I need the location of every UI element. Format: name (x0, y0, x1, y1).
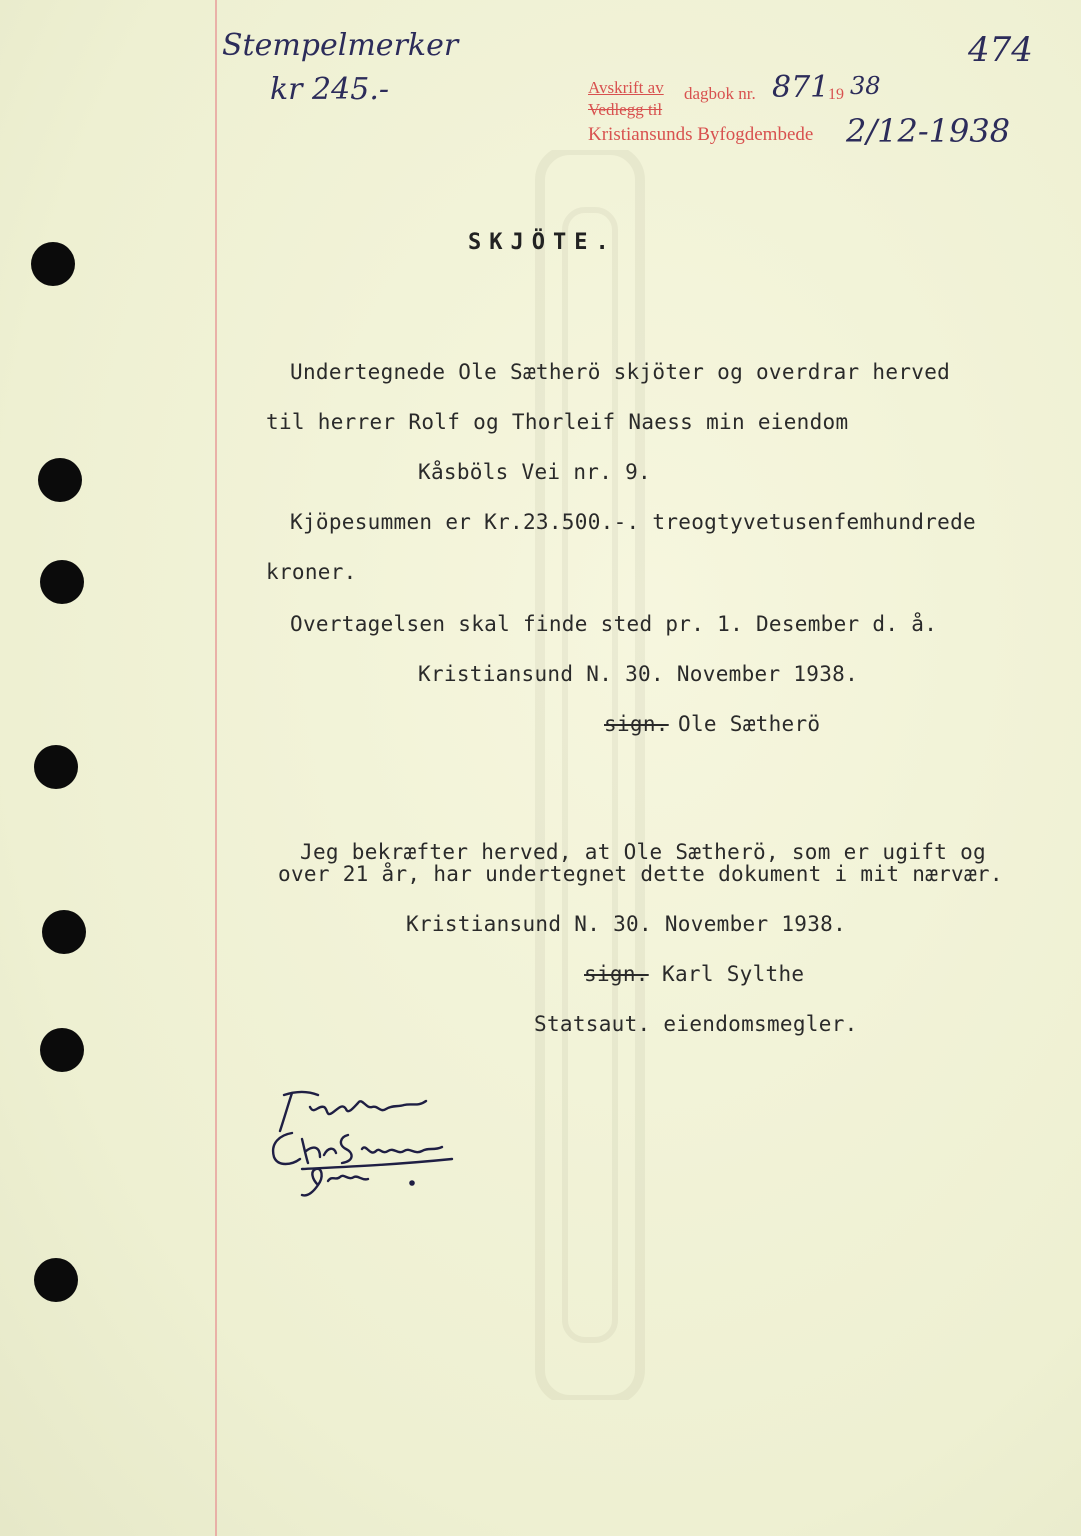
handwritten-signature (262, 1085, 462, 1200)
stamp-line-avskrift: Avskrift av (588, 78, 664, 97)
sign-mark: sign. (584, 962, 649, 986)
body-line: Kåsböls Vei nr. 9. (418, 460, 651, 484)
stamp-line-dagbok: dagbok nr. (684, 84, 756, 103)
signer-title: Statsaut. eiendomsmegler. (534, 1012, 858, 1036)
binder-hole (38, 458, 82, 502)
place-date: Kristiansund N. 30. November 1938. (406, 912, 847, 936)
binder-hole (42, 910, 86, 954)
body-line: til herrer Rolf og Thorleif Naess min eiendom (266, 410, 849, 434)
signer-name: Karl Sylthe (662, 962, 805, 986)
document-title: SKJÖTE. (468, 230, 617, 255)
place-date: Kristiansund N. 30. November 1938. (418, 662, 859, 686)
body-line: Overtagelsen skal finde sted pr. 1. Desember d. å. (290, 612, 938, 636)
confirmation-line: Jeg bekræfter herved, at Ole Sætherö, som er ugift og (300, 840, 986, 864)
page-number: 474 (968, 30, 1033, 70)
stamp-year-prefix: 19 (828, 86, 844, 103)
watermark (520, 150, 660, 1400)
binder-hole (40, 560, 84, 604)
binder-hole (40, 1028, 84, 1072)
stamp-dagbok-number: 871 (772, 70, 830, 105)
stamp-date: 2/12-1938 (846, 112, 1011, 150)
binder-hole (34, 1258, 78, 1302)
stamp-year-suffix: 38 (850, 72, 881, 100)
margin-line (215, 0, 217, 1536)
confirmation-line: over 21 år, har undertegnet dette dokument i mit nærvær. (278, 862, 1003, 886)
stamp-line-office: Kristiansunds Byfogdembede (588, 124, 814, 145)
stamp-line-vedlegg: Vedlegg til (588, 100, 663, 119)
stamp-duty-amount: kr 245.- (270, 72, 389, 107)
signer-name: Ole Sætherö (678, 712, 821, 736)
sign-mark: sign. (604, 712, 669, 736)
body-line: Kjöpesummen er Kr.23.500.-. treogtyvetusenfemhundrede (290, 510, 976, 534)
binder-hole (34, 745, 78, 789)
binder-hole (31, 242, 75, 286)
body-line: Undertegnede Ole Sætherö skjöter og overdrar herved (290, 360, 951, 384)
body-line: kroner. (266, 560, 357, 584)
stamp-duty-note: Stempelmerker (222, 28, 459, 63)
